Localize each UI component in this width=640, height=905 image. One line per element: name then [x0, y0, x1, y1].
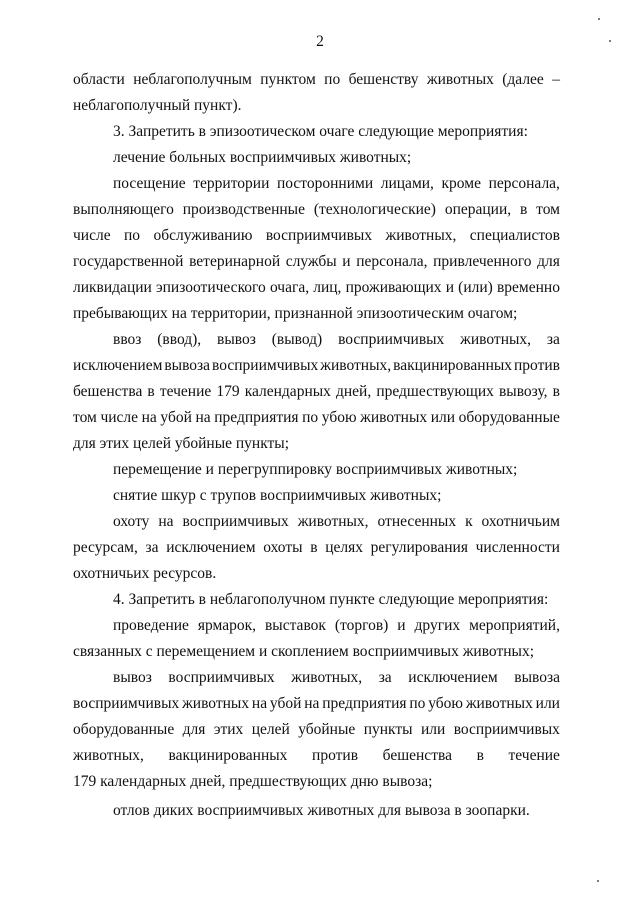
word: на	[304, 695, 320, 712]
word: по	[324, 71, 341, 88]
word: исключением	[408, 669, 498, 686]
word: на	[251, 695, 268, 712]
word: (вывод)	[271, 331, 323, 348]
word: очага,	[269, 279, 310, 296]
word: –	[552, 71, 560, 88]
word: для	[182, 721, 206, 738]
word: по	[124, 227, 141, 244]
word: производственные	[182, 201, 305, 218]
word: или	[535, 695, 560, 712]
text-line	[113, 512, 560, 531]
word: животных	[465, 695, 533, 712]
text-line	[73, 408, 560, 427]
word: оборудованные	[73, 721, 175, 738]
word: восприимчивых	[265, 227, 373, 244]
word: эпизоотического	[155, 279, 266, 296]
text-line: отлов диких восприимчивых животных для вывоза в зоопарки.	[113, 802, 530, 819]
text-line	[73, 252, 560, 271]
text-line: для этих целей убойные пункты;	[73, 435, 290, 452]
word: в	[310, 539, 318, 556]
word: восприимчивых	[212, 357, 319, 374]
word: вывозу,	[498, 383, 548, 400]
word: числе	[73, 227, 111, 244]
word: убою	[321, 409, 357, 426]
word: бешенства	[382, 747, 452, 764]
text-line	[73, 278, 560, 297]
word: течение	[508, 747, 560, 764]
word: области	[73, 71, 125, 88]
word: регулирования	[370, 539, 468, 556]
word: по	[409, 695, 426, 712]
word: предприятия	[214, 409, 299, 426]
word: восприимчивых	[168, 669, 275, 686]
text-line	[73, 746, 560, 765]
word: восприимчивых	[182, 513, 289, 530]
word: для	[537, 253, 560, 270]
word: на	[158, 513, 174, 530]
word: вывоза	[164, 357, 211, 374]
word: вывоза	[514, 669, 560, 686]
text-line	[113, 616, 560, 635]
text-line	[73, 70, 560, 89]
word: животных	[426, 71, 494, 88]
text-line	[73, 356, 560, 375]
word: неблагополучным	[133, 71, 252, 88]
text-line	[113, 330, 560, 349]
word: кроме	[441, 175, 481, 192]
word: животных	[182, 695, 250, 712]
word: отнесенных	[377, 513, 457, 530]
text-line: 3. Запретить в эпизоотическом очаге следующие мероприятия:	[113, 123, 528, 140]
word: этих	[213, 721, 244, 738]
word: (технологические)	[313, 201, 436, 218]
word: на	[141, 409, 157, 426]
word: том	[73, 409, 97, 426]
text-line	[73, 538, 560, 557]
text-line	[73, 382, 560, 401]
word: персонала,	[356, 253, 428, 270]
word: посторонними	[277, 175, 374, 192]
word: на	[195, 409, 211, 426]
word: ветеринарной	[189, 253, 281, 270]
word: целях	[325, 539, 363, 556]
word: ликвидации	[73, 279, 152, 296]
text-line	[73, 694, 560, 713]
word: (далее	[502, 71, 544, 88]
word: числе	[100, 409, 139, 426]
word: убой	[160, 409, 192, 426]
word: дней,	[336, 383, 372, 400]
word: пунктом	[260, 71, 316, 88]
word: за	[378, 669, 392, 686]
word: проведение	[113, 617, 189, 634]
text-line	[73, 226, 560, 245]
text-line	[113, 174, 560, 193]
word: охоту	[113, 513, 150, 530]
word: к	[465, 513, 473, 530]
text-line: снятие шкур с трупов восприимчивых животных;	[113, 487, 442, 504]
word: и	[397, 617, 406, 634]
text-line: 4. Запретить в неблагополучном пункте следующие мероприятия:	[113, 591, 549, 608]
word: других	[414, 617, 461, 634]
text-line: 179 календарных дней, предшествующих дню вывоза;	[73, 773, 433, 790]
word: персонала,	[488, 175, 560, 192]
word: в	[552, 383, 560, 400]
word: восприимчивых	[453, 721, 560, 738]
word: пункты	[363, 721, 413, 738]
word: (торгов)	[334, 617, 389, 634]
word: проживающих	[345, 279, 442, 296]
word: бешенству	[348, 71, 419, 88]
word: животных,	[385, 227, 457, 244]
word: территории	[193, 175, 270, 192]
word: оборудованные	[458, 409, 560, 426]
word: временно	[496, 279, 560, 296]
word: лиц,	[313, 279, 342, 296]
word: предприятия	[322, 695, 407, 712]
word: и	[445, 279, 455, 296]
word: в	[147, 383, 155, 400]
word: выставок	[264, 617, 326, 634]
word: службы	[285, 253, 337, 270]
word: за	[145, 539, 159, 556]
word: восприимчивых	[73, 695, 180, 712]
word: животных,	[320, 357, 392, 374]
word: посещение	[113, 175, 186, 192]
scan-speck	[598, 18, 600, 20]
word: операции,	[444, 201, 512, 218]
word: в	[476, 747, 484, 764]
word: (ввод),	[157, 331, 202, 348]
word: исключением	[166, 539, 256, 556]
word: животных,	[460, 331, 532, 348]
word: или	[420, 721, 446, 738]
word: или	[430, 409, 456, 426]
text-line: лечение больных восприимчивых животных;	[113, 149, 412, 166]
word: календарных	[244, 383, 331, 400]
word: животных	[360, 409, 428, 426]
word: по	[302, 409, 319, 426]
word: охотничьим	[481, 513, 560, 530]
word: ресурсам,	[73, 539, 138, 556]
word: 179	[216, 383, 240, 400]
word: исключением	[73, 357, 163, 374]
word: обслуживанию	[153, 227, 253, 244]
scan-speck	[609, 40, 611, 42]
word: животных,	[73, 747, 144, 764]
word: и	[342, 253, 351, 270]
text-line	[73, 720, 560, 739]
word: бешенства	[73, 383, 143, 400]
word: убою	[428, 695, 463, 712]
text-line: пребывающих на территории, признанной эпизоотическим очагом;	[73, 305, 518, 322]
word: вывоз	[113, 669, 152, 686]
word: в	[519, 201, 528, 218]
text-line: перемещение и перегруппировку восприимчивых животных;	[113, 461, 518, 478]
word: предшествующих	[376, 383, 494, 400]
page-number: 2	[316, 33, 324, 50]
text-line: охотничьих ресурсов.	[73, 565, 217, 582]
word: убой	[269, 695, 302, 712]
word: течение	[159, 383, 212, 400]
word: вывоз	[217, 331, 256, 348]
word: ввоз	[113, 331, 142, 348]
word: животных,	[297, 513, 369, 530]
word: восприимчивых	[338, 331, 445, 348]
text-line	[73, 200, 560, 219]
word: выполняющего	[73, 201, 174, 218]
word: привлеченного	[433, 253, 532, 270]
word: лицами,	[380, 175, 434, 192]
word: том	[536, 201, 560, 218]
word: против	[514, 357, 560, 374]
word: специалистов	[469, 227, 560, 244]
word: вакцинированных	[393, 357, 513, 374]
text-line: неблагополучный пункт).	[73, 97, 242, 114]
word: государственной	[73, 253, 184, 270]
word: (или)	[458, 279, 493, 296]
word: за	[546, 331, 560, 348]
word: убойные	[298, 721, 356, 738]
text-line: связанных с перемещением и скоплением восприимчивых животных;	[73, 643, 534, 660]
text-line	[113, 668, 560, 687]
word: охоты	[263, 539, 303, 556]
word: вакцинированных	[168, 747, 288, 764]
word: численности	[475, 539, 560, 556]
word: против	[312, 747, 359, 764]
word: целей	[251, 721, 290, 738]
word: животных,	[291, 669, 363, 686]
word: ярмарок,	[197, 617, 257, 634]
word: мероприятий,	[469, 617, 560, 634]
scan-speck	[597, 880, 599, 882]
